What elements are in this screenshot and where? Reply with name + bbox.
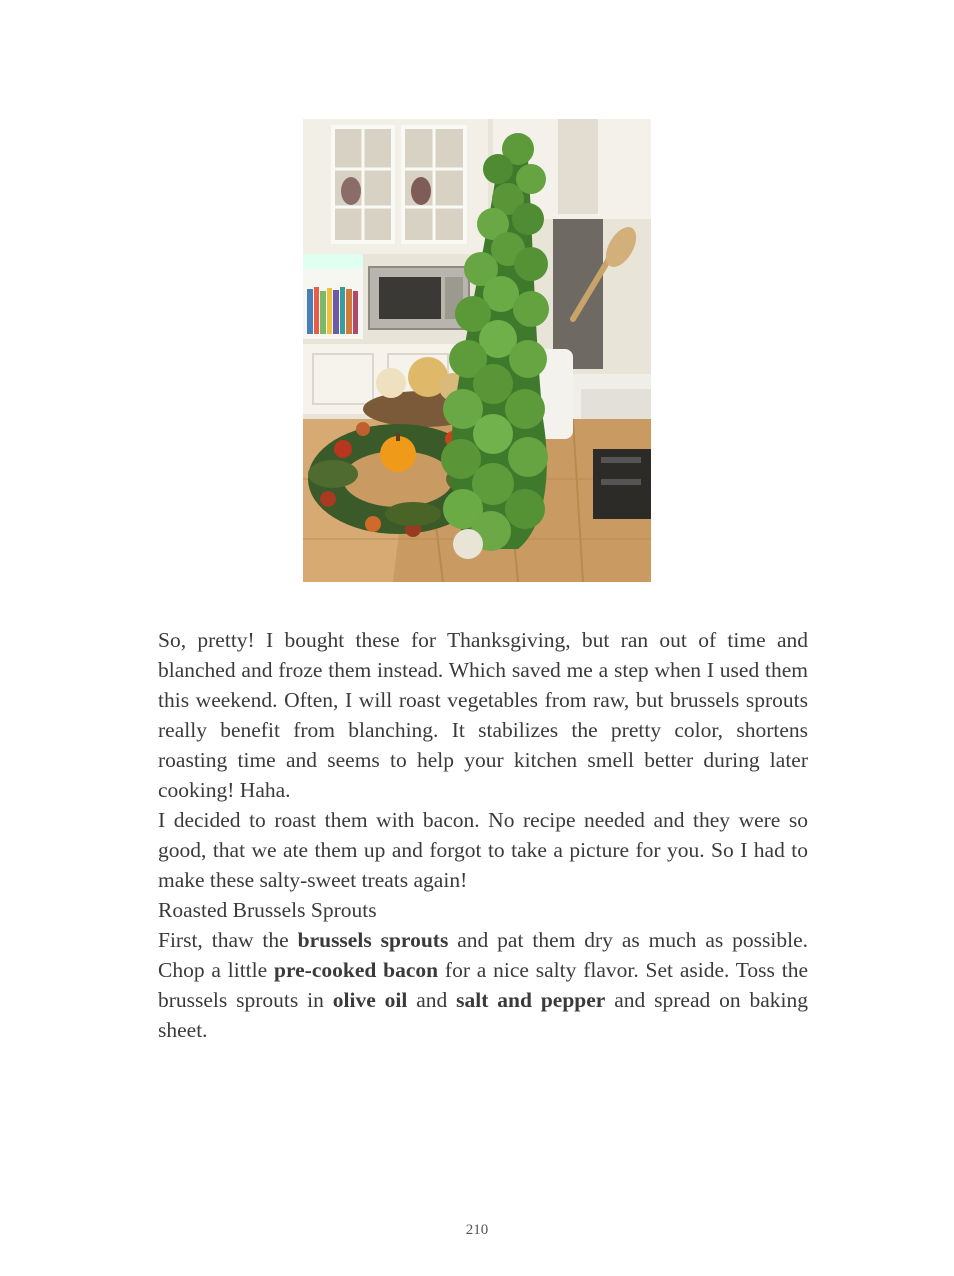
recipe-heading: Roasted Brussels Sprouts — [158, 898, 377, 922]
ingredient-olive-oil: olive oil — [332, 988, 408, 1012]
instruction-text: and spread on baking sheet. — [158, 988, 809, 1042]
ingredient-brussels-sprouts: brussels sprouts — [297, 928, 449, 952]
paragraph-intro: So, pretty! I bought these for Thanksgiving, but ran out of time and blanched and froze them instead. Which saved me a step when I used them this weekend. Often, I will roast vegetables from raw, but brussels sprouts really benefit from blanching. It stabilizes the pretty color, shortens roasting time and seems to help your kitchen smell better during later cooking! Haha. — [158, 628, 808, 802]
page-number: 210 — [465, 1222, 489, 1238]
instruction-text: and — [407, 988, 457, 1012]
instruction-text: for a nice salty flavor. Set aside. Toss the brussels sprouts in — [158, 958, 808, 1012]
ingredient-bacon: pre-cooked bacon — [274, 958, 439, 982]
instruction-text: First, thaw the — [158, 928, 298, 952]
instruction-text: and pat them dry as much as possible. Chop a little — [158, 928, 808, 982]
brussels-sprouts-stalk-photo — [303, 119, 651, 582]
paragraph-bacon: I decided to roast them with bacon. No recipe needed and they were so good, that we ate them up and forgot to take a picture for you. So I had to make these salty-sweet treats again! — [158, 808, 808, 892]
paragraph-instructions — [158, 925, 808, 1045]
ingredient-salt-pepper: salt and pepper — [456, 988, 606, 1012]
body-text — [158, 625, 808, 1045]
